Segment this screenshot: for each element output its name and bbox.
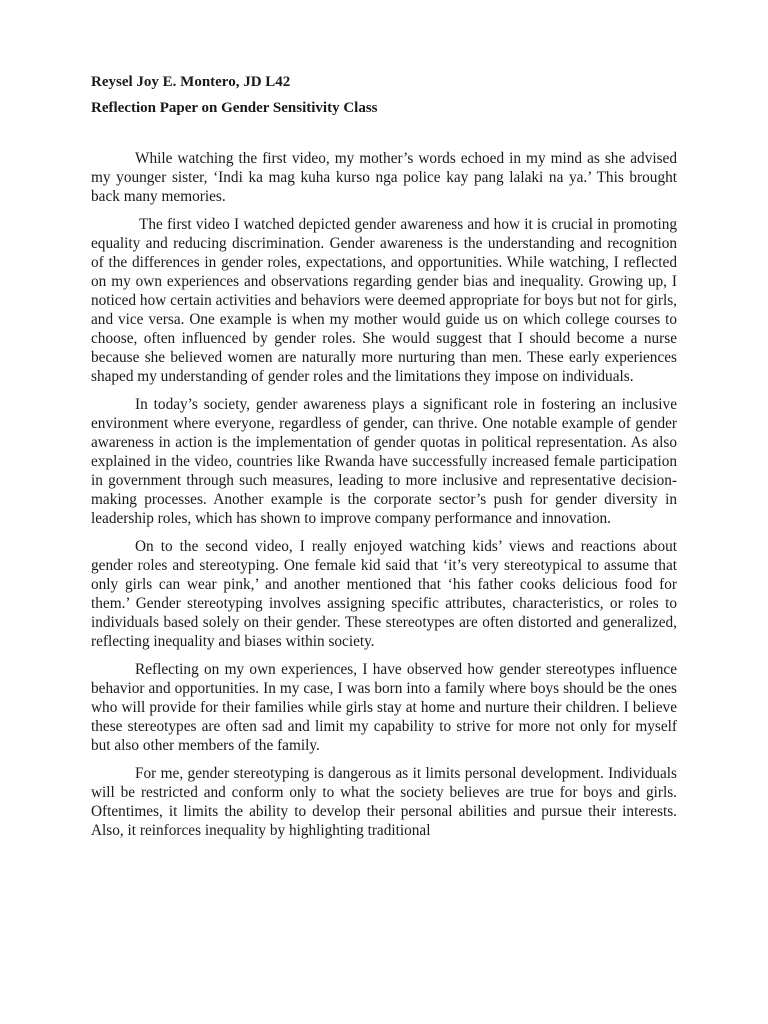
author-line: Reysel Joy E. Montero, JD L42 — [91, 74, 291, 90]
paragraph-1: While watching the first video, my mother’s words echoed in my mind as she advised my younger sister, ‘Indi ka mag kuha kurso nga police kay pang lalaki na ya.’ This brought back many memories. — [91, 150, 677, 205]
paragraph-3: In today’s society, gender awareness plays a significant role in fostering an inclusive environment where everyone, regardless of gender, can thrive. One notable example of gender awareness in action is the implementation of gender quotas in political representation. As also explained in the video, countries like Rwanda have successfully increased female participation in government through such measures, leading to more inclusive and representative decision-making processes. Another example is the corporate sector’s push for gender diversity in leadership roles, which has shown to improve company performance and innovation. — [91, 396, 677, 527]
paper-title: Reflection Paper on Gender Sensitivity Class — [91, 100, 378, 116]
paragraph-2: The first video I watched depicted gender awareness and how it is crucial in promoting equality and reducing discrimination. Gender awareness is the understanding and recognition of the differences in gender roles, expectations, and opportunities. While watching, I reflected on my own experiences and observations regarding gender bias and inequality. Growing up, I noticed how certain activities and behaviors were deemed appropriate for boys but not for girls, and vice versa. One example is when my mother would guide us on which college courses to choose, often influenced by gender roles. She would suggest that I should become a nurse because she believed women are naturally more nurturing than men. These early experiences shaped my understanding of gender roles and the limitations they impose on individuals. — [91, 216, 677, 385]
paragraph-4: On to the second video, I really enjoyed watching kids’ views and reactions about gender roles and stereotyping. One female kid said that ‘it’s very stereotypical to assume that only girls can wear pink,’ and another mentioned that ‘his father cooks delicious food for them.’ Gender stereotyping involves assigning specific attributes, characteristics, or roles to individuals based solely on their gender. These stereotypes are often distorted and generalized, reflecting inequality and biases within society. — [91, 538, 677, 650]
paragraph-5: Reflecting on my own experiences, I have observed how gender stereotypes influence behavior and opportunities. In my case, I was born into a family where boys should be the ones who will provide for their families while girls stay at home and nurture their children. I believe these stereotypes are often sad and limit my capability to strive for more not only for myself but also other members of the family. — [91, 661, 677, 754]
document-body — [91, 149, 677, 1024]
paragraph-6: For me, gender stereotyping is dangerous as it limits personal development. Individuals will be restricted and conform only to what the society believes are true for boys and girls. Oftentimes, it limits the ability to develop their personal abilities and pursue their interests. Also, it reinforces inequality by highlighting traditional — [91, 765, 677, 839]
